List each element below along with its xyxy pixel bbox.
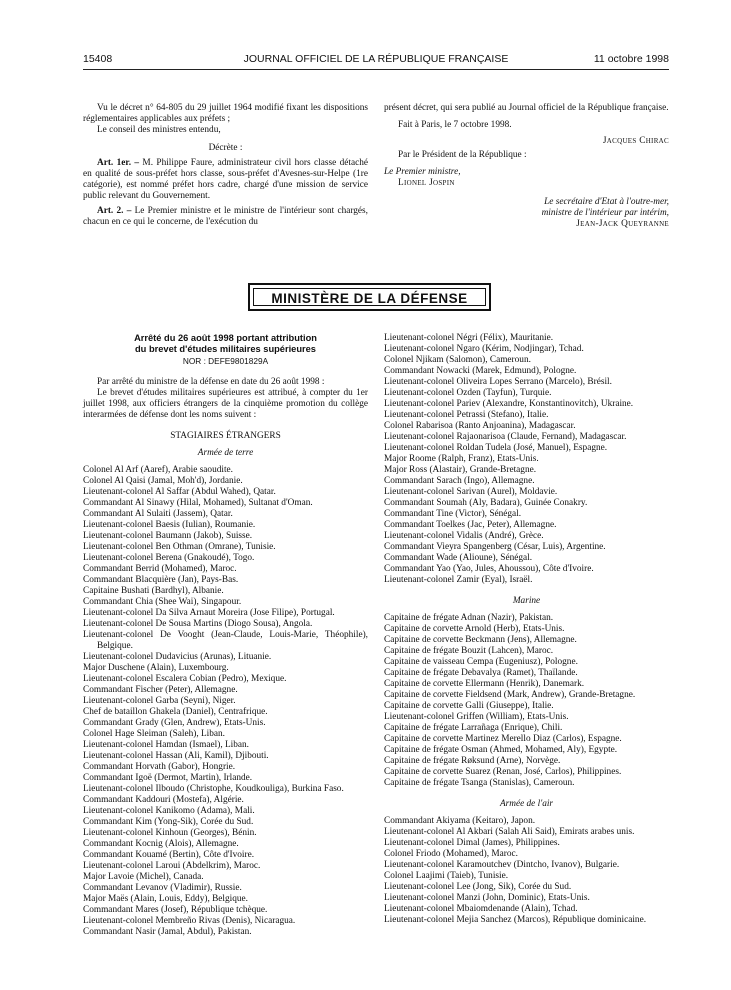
officer-entry: Lieutenant-colonel Vidalis (André), Grèce. bbox=[384, 531, 544, 541]
officer-entry: Major Duschene (Alain), Luxembourg. bbox=[83, 663, 229, 673]
officer-entry: Lieutenant-colonel Petrassi (Stefano), Italie. bbox=[384, 410, 549, 420]
officer-entry: Capitaine de frégate Tsanga (Stanislas), Cameroun. bbox=[384, 778, 575, 788]
officer-entry: Commandant Blacquière (Jan), Pays-Bas. bbox=[83, 575, 239, 585]
officer-entry: Commandant Vieyra Spangenberg (César, Luis), Argentine. bbox=[384, 542, 606, 552]
vu-paragraph: Vu le décret n° 64-805 du 29 juillet 1964 modifié fixant les dispositions réglementaires applicables aux préfets ; bbox=[83, 103, 368, 124]
decree-left-column bbox=[83, 103, 368, 228]
arrete-title-line-1: Arrêté du 26 août 1998 portant attribution bbox=[134, 333, 317, 343]
armee-de-terre-heading: Armée de terre bbox=[197, 448, 254, 458]
officer-entry: Lieutenant-colonel Mejia Sanchez (Marcos), République dominicaine. bbox=[384, 915, 647, 925]
officer-entry: Lieutenant-colonel Lee (Jong, Sik), Corée du Sud. bbox=[384, 882, 572, 892]
arrete-right-column bbox=[384, 333, 669, 926]
officer-entry: Commandant Nasir (Jamal, Abdul), Pakistan. bbox=[83, 927, 252, 937]
arrete-intro: Par arrêté du ministre de la défense en date du 26 août 1998 : bbox=[97, 377, 325, 387]
article-2 bbox=[83, 206, 368, 228]
officer-entry: Colonel Njikam (Salomon), Cameroun. bbox=[384, 355, 531, 365]
officer-entry: Capitaine de frégate Adnan (Nazir), Pakistan. bbox=[384, 613, 554, 623]
officer-entry: Major Ross (Alastair), Grande-Bretagne. bbox=[384, 465, 537, 475]
officer-entry: Commandant Chia (Shee Wai), Singapour. bbox=[83, 597, 242, 607]
officer-entry: Chef de bataillon Ghakela (Daniel), Centrafrique. bbox=[83, 707, 268, 717]
officer-entry: Capitaine de corvette Ellermann (Henrik), Danemark. bbox=[384, 679, 585, 689]
officer-entry: Commandant Kaddouri (Mostefa), Algérie. bbox=[83, 795, 244, 805]
officer-entry: Capitaine de corvette Galli (Giuseppe), Italie. bbox=[384, 701, 554, 711]
officer-entry: Commandant Al Sulaiti (Jassem), Qatar. bbox=[83, 509, 233, 519]
officer-entry: Major Lavoie (Michel), Canada. bbox=[83, 872, 204, 882]
officer-entry: Lieutenant-colonel Kanikomo (Adama), Mali. bbox=[83, 806, 255, 816]
officer-entry: Lieutenant-colonel Pariev (Alexandre, Konstantinovitch), Ukraine. bbox=[384, 399, 634, 409]
article-2-text: Le Premier ministre et le ministre de l'intérieur sont chargés, chacun en ce qui le concerne, de l'exécution du bbox=[83, 206, 368, 227]
officer-entry: Capitaine de corvette Martinez Merello Diaz (Carlos), Espagne. bbox=[384, 734, 622, 744]
officer-entry: Lieutenant-colonel Roldan Tudela (José, Manuel), Espagne. bbox=[384, 443, 608, 453]
officer-entry: Lieutenant-colonel Rajaonarisoa (Claude, Fernand), Madagascar. bbox=[384, 432, 627, 442]
armee-de-l-air-heading: Armée de l'air bbox=[499, 799, 554, 809]
secretaire-title-1: Le secrétaire d'Etat à l'outre-mer, bbox=[544, 197, 669, 207]
officer-entry: Lieutenant-colonel Membreño Rivas (Denis), Nicaragua. bbox=[83, 916, 296, 926]
officer-entry: Commandant Igoë (Dermot, Martin), Irlande. bbox=[83, 773, 253, 783]
officer-entry: Commandant Soumah (Aly, Badara), Guinée Conakry. bbox=[384, 498, 588, 508]
officer-entry: Commandant Fischer (Peter), Allemagne. bbox=[83, 685, 238, 695]
officer-entry: Lieutenant-colonel Laroui (Abdelkrim), Maroc. bbox=[83, 861, 261, 871]
officer-entry: Commandant Tine (Victor), Sénégal. bbox=[384, 509, 522, 519]
officer-entry: Lieutenant-colonel Ngaro (Kérim, Nodjingar), Tchad. bbox=[384, 344, 584, 354]
officer-entry: Lieutenant-colonel Garba (Seyni), Niger. bbox=[83, 696, 236, 706]
officer-entry: Commandant Akiyama (Keitaro), Japon. bbox=[384, 816, 536, 826]
officer-entry: Capitaine de frégate Larrañaga (Enrique), Chili. bbox=[384, 723, 563, 733]
arrete-body: Le brevet d'études militaires supérieures est attribué, à compter du 1er juillet 1998, aux officiers étrangers de la cinquième promotion du collège interarmées de défense dont les noms suivent : bbox=[83, 388, 368, 420]
ministry-banner bbox=[248, 283, 491, 311]
officer-entry: Colonel Friodo (Mohamed), Maroc. bbox=[384, 849, 519, 859]
officer-entry: Lieutenant-colonel Sarivan (Aurel), Moldavie. bbox=[384, 487, 558, 497]
officer-entry: Capitaine de vaisseau Cempa (Eugeniusz), Pologne. bbox=[384, 657, 578, 667]
armee-de-l-air-list bbox=[384, 816, 669, 926]
decree-right-column bbox=[384, 103, 669, 230]
article-1-label: Art. 1er. – bbox=[97, 158, 140, 168]
officer-entry: Lieutenant-colonel Hassan (Ali, Kamil), Djibouti. bbox=[83, 751, 269, 761]
nor-reference: NOR : DEFE9801829A bbox=[182, 356, 269, 366]
officer-entry: Capitaine de frégate Røksund (Arne), Norvège. bbox=[384, 756, 561, 766]
officer-entry: Capitaine de frégate Bouzit (Lahcen), Maroc. bbox=[384, 646, 554, 656]
officer-entry: Commandant Berrid (Mohamed), Maroc. bbox=[83, 564, 237, 574]
article-1 bbox=[83, 158, 368, 202]
officer-entry: Lieutenant-colonel Al Saffar (Abdul Wahed), Qatar. bbox=[83, 487, 276, 497]
officer-entry: Commandant Mares (Josef), République tchèque. bbox=[83, 905, 268, 915]
marine-list bbox=[384, 613, 669, 789]
officer-entry: Lieutenant-colonel Da Silva Arnaut Moreira (Jose Filipe), Portugal. bbox=[83, 608, 335, 618]
officer-entry: Major Roome (Ralph, Franz), Etats-Unis. bbox=[384, 454, 539, 464]
issue-date: 11 octobre 1998 bbox=[593, 53, 669, 65]
page-number: 15408 bbox=[83, 53, 113, 65]
page-header bbox=[83, 53, 669, 67]
officer-entry: Commandant Wade (Alioune), Sénégal. bbox=[384, 553, 533, 563]
officer-entry: Commandant Levanov (Vladimir), Russie. bbox=[83, 883, 242, 893]
officer-entry: Commandant Sarach (Ingo), Allemagne. bbox=[384, 476, 535, 486]
officer-entry: Lieutenant-colonel Dudavicius (Arunas), Lituanie. bbox=[83, 652, 272, 662]
fait-line: Fait à Paris, le 7 octobre 1998. bbox=[398, 120, 512, 130]
officer-entry: Colonel Rabarisoa (Ranto Anjoanina), Madagascar. bbox=[384, 421, 576, 431]
officer-entry: Commandant Toelkes (Jac, Peter), Allemagne. bbox=[384, 520, 557, 530]
officer-entry: Capitaine de corvette Fieldsend (Mark, Andrew), Grande-Bretagne. bbox=[384, 690, 636, 700]
officer-entry: Capitaine de frégate Debavalya (Ramet), Thaïlande. bbox=[384, 668, 578, 678]
officer-entry: Lieutenant-colonel Mbaiomdenande (Alain), Tchad. bbox=[384, 904, 578, 914]
officer-entry: Lieutenant-colonel Ozden (Tayfun), Turquie. bbox=[384, 388, 552, 398]
article-1-text: M. Philippe Faure, administrateur civil hors classe détaché en qualité de sous-préfet hors classe, sous-préfet d'Avesnes-sur-Helpe (1re catégorie), est nommé préfet hors cadre, chargé d'une mission de service public relevant du Gouvernement. bbox=[83, 158, 368, 201]
armee-de-terre-list-left bbox=[83, 465, 368, 938]
continuation-paragraph: présent décret, qui sera publié au Journal officiel de la République française. bbox=[384, 103, 669, 113]
officer-entry: Commandant Nowacki (Marek, Edmund), Pologne. bbox=[384, 366, 577, 376]
marine-heading: Marine bbox=[512, 596, 541, 606]
officer-entry: Capitaine de corvette Arnold (Herb), Etats-Unis. bbox=[384, 624, 565, 634]
officer-entry: Commandant Yao (Yao, Jules, Ahoussou), Côte d'Ivoire. bbox=[384, 564, 594, 574]
officer-entry: Commandant Kouamé (Bertin), Côte d'Ivoire. bbox=[83, 850, 255, 860]
premier-ministre-title: Le Premier ministre, bbox=[384, 167, 461, 177]
officer-entry: Lieutenant-colonel Ilboudo (Christophe, Koudkouliga), Burkina Faso. bbox=[83, 784, 344, 794]
officer-entry: Commandant Kim (Yong-Sik), Corée du Sud. bbox=[83, 817, 254, 827]
conseil-paragraph: Le conseil des ministres entendu, bbox=[97, 125, 221, 135]
secretaire-name: Jean-Jack Queyranne bbox=[576, 219, 669, 229]
officer-entry: Lieutenant-colonel Kinhoun (Georges), Bénin. bbox=[83, 828, 257, 838]
officer-entry: Commandant Grady (Glen, Andrew), Etats-Unis. bbox=[83, 718, 266, 728]
arrete-left-column bbox=[83, 333, 368, 938]
secretaire-title-2: ministre de l'intérieur par intérim, bbox=[541, 208, 669, 218]
officer-entry: Lieutenant-colonel De Sousa Martins (Diogo Sousa), Angola. bbox=[83, 619, 313, 629]
journal-title: JOURNAL OFFICIEL DE LA RÉPUBLIQUE FRANÇAISE bbox=[243, 53, 509, 65]
stagiaires-heading: STAGIAIRES ÉTRANGERS bbox=[170, 431, 281, 441]
officer-entry: Colonel Al Arf (Aaref), Arabie saoudite. bbox=[83, 465, 233, 475]
president-signature: Jacques Chirac bbox=[602, 136, 669, 146]
premier-ministre-name: Lionel Jospin bbox=[398, 178, 455, 188]
officer-entry: Lieutenant-colonel Escalera Cobian (Pedro), Mexique. bbox=[83, 674, 287, 684]
officer-entry: Colonel Laajimi (Taieb), Tunisie. bbox=[384, 871, 509, 881]
officer-entry: Lieutenant-colonel Ben Othman (Omrane), Tunisie. bbox=[83, 542, 276, 552]
officer-entry: Commandant Al Sinawy (Hilal, Mohamed), Sultanat d'Oman. bbox=[83, 498, 313, 508]
officer-entry: Lieutenant-colonel Dimal (James), Philippines. bbox=[384, 838, 560, 848]
officer-entry: Commandant Kocnig (Alois), Allemagne. bbox=[83, 839, 239, 849]
par-le-president: Par le Président de la République : bbox=[398, 150, 527, 160]
officer-entry: Lieutenant-colonel Négri (Félix), Mauritanie. bbox=[384, 333, 554, 343]
officer-entry: Commandant Horvath (Gabor), Hongrie. bbox=[83, 762, 236, 772]
officer-entry: Lieutenant-colonel De Vooght (Jean-Claude, Louis-Marie, Théophile), Belgique. bbox=[83, 630, 368, 651]
officer-entry: Lieutenant-colonel Zamir (Eyal), Israël. bbox=[384, 575, 533, 585]
article-2-label: Art. 2. – bbox=[97, 206, 132, 216]
officer-entry: Capitaine de frégate Osman (Ahmed, Mohamed, Aly), Egypte. bbox=[384, 745, 618, 755]
decrete-label: Décrète : bbox=[208, 143, 243, 153]
officer-entry: Capitaine de corvette Beckmann (Jens), Allemagne. bbox=[384, 635, 577, 645]
officer-entry: Lieutenant-colonel Karamoutchev (Dintcho, Ivanov), Bulgarie. bbox=[384, 860, 620, 870]
ministry-banner-label: MINISTÈRE DE LA DÉFENSE bbox=[271, 291, 468, 306]
officer-entry: Major Maës (Alain, Louis, Eddy), Belgique. bbox=[83, 894, 248, 904]
officer-entry: Lieutenant-colonel Griffen (William), Etats-Unis. bbox=[384, 712, 569, 722]
officer-entry: Lieutenant-colonel Baesis (Iulian), Roumanie. bbox=[83, 520, 256, 530]
officer-entry: Lieutenant-colonel Al Akbari (Salah Ali Said), Emirats arabes unis. bbox=[384, 827, 635, 837]
officer-entry: Lieutenant-colonel Berena (Gnakoudé), Togo. bbox=[83, 553, 255, 563]
officer-entry: Capitaine Bushati (Bardhyl), Albanie. bbox=[83, 586, 224, 596]
armee-de-terre-list-right bbox=[384, 333, 669, 586]
officer-entry: Lieutenant-colonel Hamdan (Ismael), Liban. bbox=[83, 740, 249, 750]
officer-entry: Colonel Al Qaisi (Jamal, Moh'd), Jordanie. bbox=[83, 476, 243, 486]
officer-entry: Lieutenant-colonel Baumann (Jakob), Suisse. bbox=[83, 531, 253, 541]
header-rule bbox=[83, 69, 669, 70]
officer-entry: Lieutenant-colonel Manzi (John, Dominic), Etats-Unis. bbox=[384, 893, 590, 903]
arrete-title-line-2: du brevet d'études militaires supérieures bbox=[135, 344, 316, 354]
arrete-title bbox=[83, 333, 368, 355]
officer-entry: Capitaine de corvette Suarez (Renan, José, Carlos), Philippines. bbox=[384, 767, 622, 777]
officer-entry: Lieutenant-colonel Oliveira Lopes Serrano (Marcelo), Brésil. bbox=[384, 377, 612, 387]
officer-entry: Colonel Hage Sleiman (Saleh), Liban. bbox=[83, 729, 225, 739]
